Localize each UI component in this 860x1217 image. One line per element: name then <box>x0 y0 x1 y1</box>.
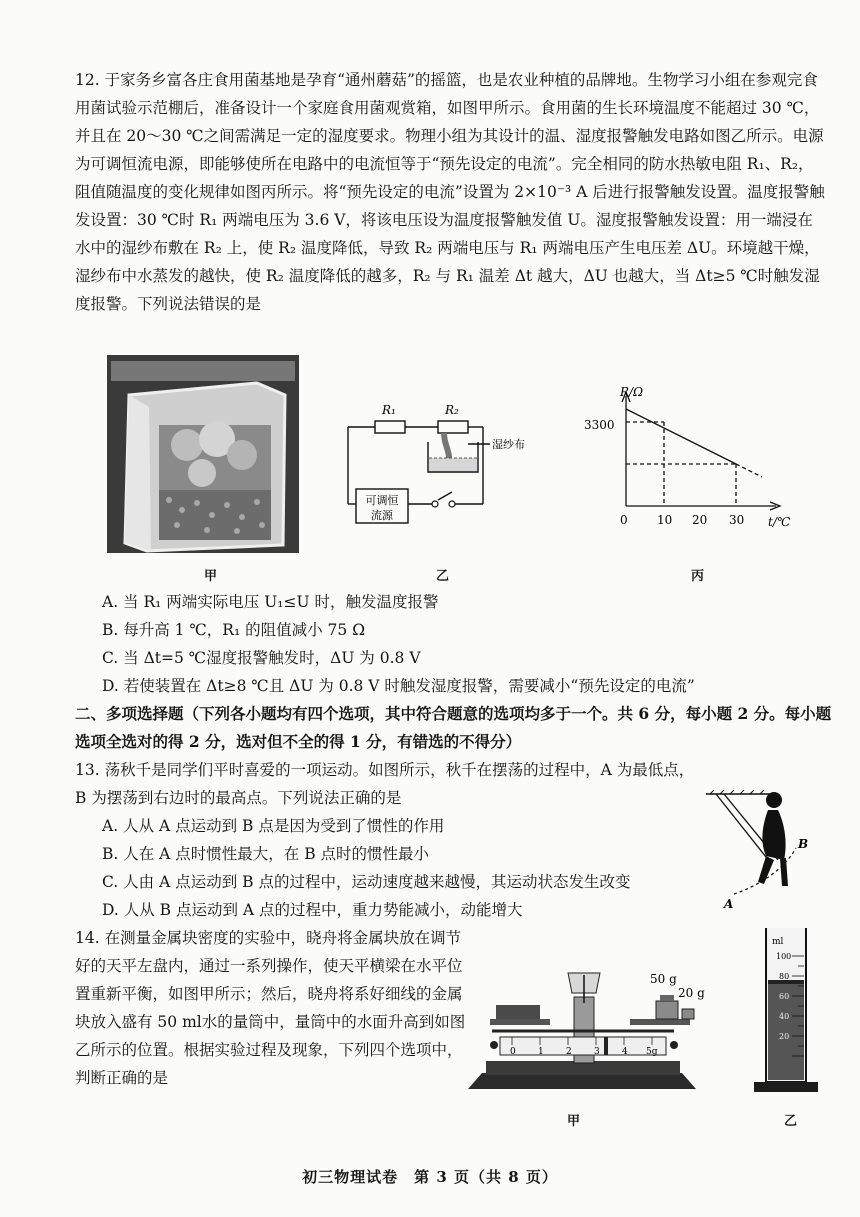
cylinder-tick-40: 40 <box>779 1012 790 1021</box>
q12-caption-bing: 丙 <box>691 569 705 584</box>
weight-label-50g: 50 g <box>650 972 677 986</box>
cylinder-tick-60: 60 <box>779 992 790 1001</box>
circuit-label-r2: R₂ <box>445 403 459 417</box>
swing-point-a: A <box>724 897 734 911</box>
circuit-label-gauze: 湿纱布 <box>492 438 525 451</box>
q13-option-c: C. 人由 A 点运动到 B 点的过程中，运动速度越来越慢，其运动状态发生改变 <box>102 873 631 891</box>
section-2-heading: 二、多项选择题（下列各小题均有四个选项，其中符合题意的选项均多于一个。共 6 分，每小题 2 分。每小题选项全选对的得 2 分，选对但不全的得 1 分，有错选的不得分） <box>75 704 832 751</box>
graph-x-tick-30: 30 <box>729 513 745 527</box>
cylinder-tick-100: 100 <box>776 952 792 961</box>
graph-x-tick-10: 10 <box>657 513 673 527</box>
q12-caption-jia: 甲 <box>204 569 218 584</box>
q12-option-c: C. 当 Δt=5 ℃湿度报警触发时，ΔU 为 0.8 V <box>102 649 421 667</box>
q13-option-d: D. 人从 B 点运动到 A 点的过程中，重力势能减小，动能增大 <box>102 901 523 919</box>
scale-label-4: 4 <box>622 1047 628 1057</box>
circuit-source-line2: 流源 <box>371 509 393 522</box>
q12-figure-bing-graph <box>580 384 800 534</box>
q14-caption-yi: 乙 <box>784 1114 798 1129</box>
q14-stem: 14. 在测量金属块密度的实验中，晓舟将金属块放在调节好的天平左盘内，通过一系列操作，使天平横梁在水平位置重新平衡，如图甲所示；然后，晓舟将系好细线的金属块放入盛有 50 ml水的量筒中，量筒中的水面升高到如图乙所示的位置。根据实验过程及现象，下列四个选项中，判断正确的是 <box>75 929 466 1087</box>
q12-caption-yi: 乙 <box>436 569 450 584</box>
scale-label-2: 2 <box>566 1047 572 1057</box>
scale-label-5g: 5g <box>646 1047 658 1057</box>
circuit-label-r1: R₁ <box>382 403 396 417</box>
q13-swing-figure <box>700 790 828 912</box>
scale-label-1: 1 <box>538 1047 544 1057</box>
weight-label-20g: 20 g <box>678 986 705 1000</box>
q12-option-d: D. 若使装置在 Δt≥8 ℃且 ΔU 为 0.8 V 时触发湿度报警，需要减小“预先设定的电流” <box>102 677 695 695</box>
q14-caption-jia: 甲 <box>567 1114 581 1129</box>
q14-balance-figure <box>460 965 705 1097</box>
cylinder-tick-80: 80 <box>779 972 790 981</box>
q13-option-b: B. 人在 A 点时惯性最大，在 B 点时的惯性最小 <box>102 845 430 863</box>
swing-point-b: B <box>798 837 809 851</box>
graph-x-tick-0: 0 <box>620 513 628 527</box>
q12-figure-yi-circuit <box>340 392 560 532</box>
circuit-source-line1: 可调恒 <box>365 494 399 507</box>
q12-option-a: A. 当 R₁ 两端实际电压 U₁≤U 时，触发温度报警 <box>102 593 439 611</box>
q13-stem: 13. 荡秋千是同学们平时喜爱的一项运动。如图所示，秋千在摆荡的过程中，A 为最低点，B 为摆荡到右边时的最高点。下列说法正确的是 <box>75 761 695 807</box>
graph-xlabel: t/℃ <box>768 515 791 529</box>
q13-option-a: A. 人从 A 点运动到 B 点是因为受到了惯性的作用 <box>102 817 445 835</box>
scale-label-3: 3 <box>594 1047 600 1057</box>
q14-cylinder-figure <box>746 922 836 1102</box>
scale-label-0: 0 <box>510 1047 516 1057</box>
q12-option-b: B. 每升高 1 ℃，R₁ 的阻值减小 75 Ω <box>102 621 366 639</box>
graph-x-tick-20: 20 <box>692 513 708 527</box>
cylinder-tick-20: 20 <box>779 1032 790 1041</box>
q12-figure-jia-photo <box>107 355 299 553</box>
graph-ylabel: R/Ω <box>620 385 644 399</box>
q12-stem: 12. 于家务乡富各庄食用菌基地是孕育“通州蘑菇”的摇篮，也是农业种植的品牌地。生物学习小组在参观完食用菌试验示范棚后，准备设计一个家庭食用菌观赏箱，如图甲所示。食用菌的生长环境温度不能超过 30 ℃，并且在 20～30 ℃之间需满足一定的湿度要求。物理小组为其设计的温、湿度报警触发电路如图乙所示。电源为可调恒流电源，即能够使所在电路中的电流恒等于“预先设定的电流”。完全相同的防水热敏电阻 R₁、R₂，阻值随温度的变化规律如图丙所示。将“预先设定的电流”设置为 2×10⁻³ A 后进行报警触发设置。温度报警触发设置：30 ℃时 R₁ 两端电压为 3.6 V，将该电压设为温度报警触发值 U。湿度报警触发设置：用一端浸在水中的湿纱布敷在 R₂ 上，使 R₂ 温度降低，导致 R₂ 两端电压与 R₁ 两端电压产生电压差 ΔU。环境越干燥，湿纱布中水蒸发的越快，使 R₂ 温度降低的越多，R₂ 与 R₁ 温差 Δt 越大，ΔU 也越大，当 Δt≥5 ℃时触发湿度报警。下列说法错误的是 <box>75 71 825 313</box>
page-footer: 初三物理试卷 第 3 页（共 8 页） <box>302 1168 558 1186</box>
graph-y-tick: 3300 <box>584 418 615 432</box>
cylinder-unit: ml <box>772 937 784 947</box>
